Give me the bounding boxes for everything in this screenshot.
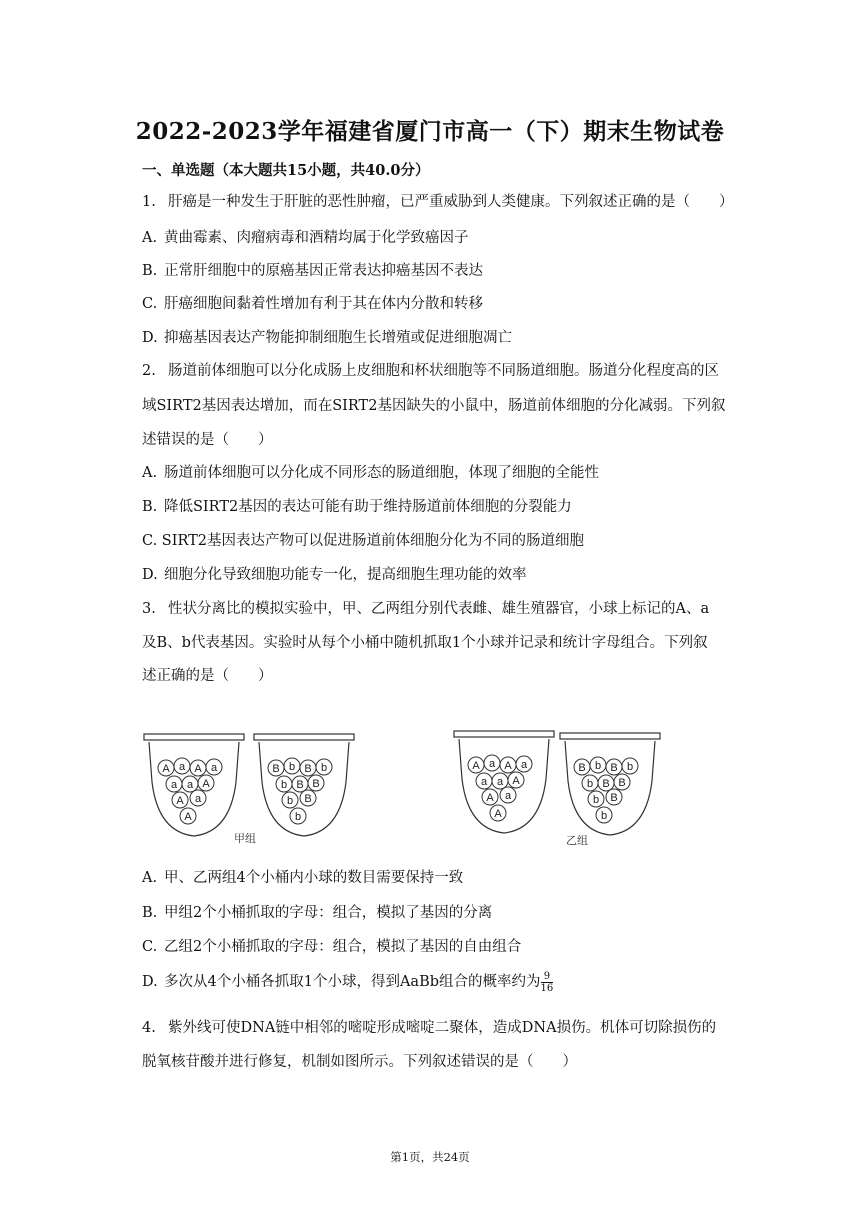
q1-option-a — [142, 226, 752, 247]
ball-letter: B — [304, 793, 312, 805]
ball-letter: B — [610, 792, 618, 804]
option-text: 甲组2个小桶抓取的字母：组合，模拟了基因的分离 — [164, 905, 493, 921]
option-label: B. — [142, 905, 158, 921]
ball-letter: A — [162, 763, 170, 775]
option-text: 抑癌基因表达产物能抑制细胞生长增殖或促进细胞凋亡 — [164, 330, 512, 346]
question-number: 2. — [142, 363, 156, 379]
option-label: D. — [142, 330, 158, 346]
fraction-denominator: 16 — [540, 982, 554, 994]
question-4-stem-line2: 脱氧核苷酸并进行修复，机制如图所示。下列叙述错误的是（ ） — [142, 1054, 577, 1070]
q1-option-b — [142, 259, 752, 280]
question-text: 紫外线可使DNA链中相邻的嘧啶形成嘧啶二聚体，造成DNA损伤。机体可切除损伤的 — [168, 1020, 717, 1036]
ball-letter: b — [626, 761, 634, 773]
ball-letter: A — [472, 760, 480, 772]
ball-letter: B — [610, 762, 618, 774]
option-label: D. — [142, 974, 158, 990]
ball-letter: a — [186, 779, 194, 791]
ball-letter: B — [578, 762, 586, 774]
bucket-1 — [144, 734, 244, 836]
bucket-figure — [138, 728, 668, 850]
page-footer: 第1页，共24页 — [390, 1150, 470, 1164]
option-label: C. — [142, 939, 158, 955]
option-text: 多次从4个小桶各抓取1个小球，得到AaBb组合的概率约为 — [164, 974, 541, 990]
ball-letter: a — [480, 776, 488, 788]
option-label: C. — [142, 296, 158, 312]
q3-option-c — [142, 935, 752, 956]
group-2-label: 乙组 — [566, 835, 588, 847]
option-text: 黄曲霉素、肉瘤病毒和酒精均属于化学致癌因子 — [164, 230, 469, 246]
question-3-stem-line3: 述正确的是（ ） — [142, 668, 273, 684]
ball-letter: A — [486, 792, 494, 804]
q1-option-d — [142, 326, 752, 347]
question-number: 4. — [142, 1020, 156, 1036]
ball-letter: a — [178, 761, 186, 773]
q2-option-b — [142, 495, 752, 516]
question-2-stem-line2: 域SIRT2基因表达增加，而在SIRT2基因缺失的小鼠中，肠道前体细胞的分化减弱。下列叙 — [142, 398, 726, 414]
ball-letter: b — [600, 810, 608, 822]
question-number: 3. — [142, 601, 156, 617]
ball-letter: A — [176, 795, 184, 807]
section-heading: 一、单选题（本大题共15小题，共40.0分） — [142, 162, 430, 179]
q2-option-a — [142, 461, 752, 482]
ball-letter: B — [304, 763, 312, 775]
ball-letter: b — [594, 760, 602, 772]
ball-letter: A — [504, 760, 512, 772]
ball-letter: b — [294, 811, 302, 823]
option-label: A. — [142, 230, 158, 246]
q3-option-b — [142, 901, 752, 922]
option-text: 细胞分化导致细胞功能专一化，提高细胞生理功能的效率 — [164, 567, 527, 583]
bucket-rim — [144, 734, 244, 740]
ball-letter: b — [592, 794, 600, 806]
ball-letter: a — [496, 776, 504, 788]
question-text: 肝癌是一种发生于肝脏的恶性肿瘤，已严重威胁到人类健康。下列叙述正确的是（ ） — [168, 194, 734, 210]
option-text: 肠道前体细胞可以分化成不同形态的肠道细胞，体现了细胞的全能性 — [164, 465, 599, 481]
question-3-stem-line2: 及B、b代表基因。实验时从每个小桶中随机抓取1个小球并记录和统计字母组合。下列叙 — [142, 635, 708, 651]
ball-letter: A — [512, 775, 520, 787]
q3-option-a — [142, 866, 752, 887]
option-text: 乙组2个小桶抓取的字母：组合，模拟了基因的自由组合 — [164, 939, 522, 955]
ball-letter: B — [312, 778, 320, 790]
question-3-stem-line1 — [142, 597, 752, 618]
option-text: 肝癌细胞间黏着性增加有利于其在体内分散和转移 — [164, 296, 483, 312]
question-1-stem — [142, 190, 752, 211]
q2-option-c — [142, 529, 752, 550]
q2-option-d — [142, 563, 752, 584]
fraction-9-16 — [541, 971, 554, 994]
ball-letter: A — [194, 763, 202, 775]
option-label: A. — [142, 465, 158, 481]
ball-letter: A — [184, 811, 192, 823]
ball-letter: b — [286, 795, 294, 807]
ball-letter: a — [488, 758, 496, 770]
option-label: C. — [142, 533, 158, 549]
fraction-numerator: 9 — [541, 971, 554, 983]
ball-letter: b — [320, 762, 328, 774]
ball-letter: B — [272, 763, 280, 775]
option-label: B. — [142, 499, 158, 515]
ball-letter: A — [202, 778, 210, 790]
bucket-rim — [254, 734, 354, 740]
ball-letter: b — [288, 761, 296, 773]
option-text: 正常肝细胞中的原癌基因正常表达抑癌基因不表达 — [164, 263, 483, 279]
ball-letter: b — [586, 778, 594, 790]
group-1-label: 甲组 — [234, 833, 256, 845]
ball-letter: B — [296, 779, 304, 791]
ball-letter: B — [602, 778, 610, 790]
bucket-4 — [560, 733, 660, 835]
bucket-2 — [254, 734, 354, 836]
ball-letter: a — [520, 759, 528, 771]
option-text: 甲、乙两组4个小桶内小球的数目需要保持一致 — [164, 870, 464, 886]
question-text: 性状分离比的模拟实验中，甲、乙两组分别代表雌、雄生殖器官，小球上标记的A、a — [168, 601, 710, 617]
bucket-rim — [560, 733, 660, 739]
ball-letter: a — [504, 790, 512, 802]
ball-letter: a — [194, 793, 202, 805]
option-text: SIRT2基因表达产物可以促进肠道前体细胞分化为不同的肠道细胞 — [161, 533, 585, 549]
question-2-stem-line3: 述错误的是（ ） — [142, 432, 273, 448]
ball-letter: B — [618, 777, 626, 789]
ball-letter: a — [170, 779, 178, 791]
ball-letter: A — [494, 808, 502, 820]
exam-title: 2022-2023学年福建省厦门市高一（下）期末生物试卷 — [135, 118, 725, 145]
bucket-3 — [454, 731, 554, 833]
ball-letter: b — [280, 779, 288, 791]
option-label: B. — [142, 263, 158, 279]
question-4-stem-line1 — [142, 1016, 752, 1037]
ball-letter: a — [210, 762, 218, 774]
q1-option-c — [142, 292, 752, 313]
q3-option-d — [142, 970, 752, 994]
question-2-stem-line1 — [142, 359, 752, 380]
option-text: 降低SIRT2基因的表达可能有助于维持肠道前体细胞的分裂能力 — [164, 499, 572, 515]
option-label: D. — [142, 567, 158, 583]
question-number: 1. — [142, 194, 156, 210]
option-label: A. — [142, 870, 158, 886]
bucket-rim — [454, 731, 554, 737]
question-text: 肠道前体细胞可以分化成肠上皮细胞和杯状细胞等不同肠道细胞。肠道分化程度高的区 — [168, 363, 719, 379]
